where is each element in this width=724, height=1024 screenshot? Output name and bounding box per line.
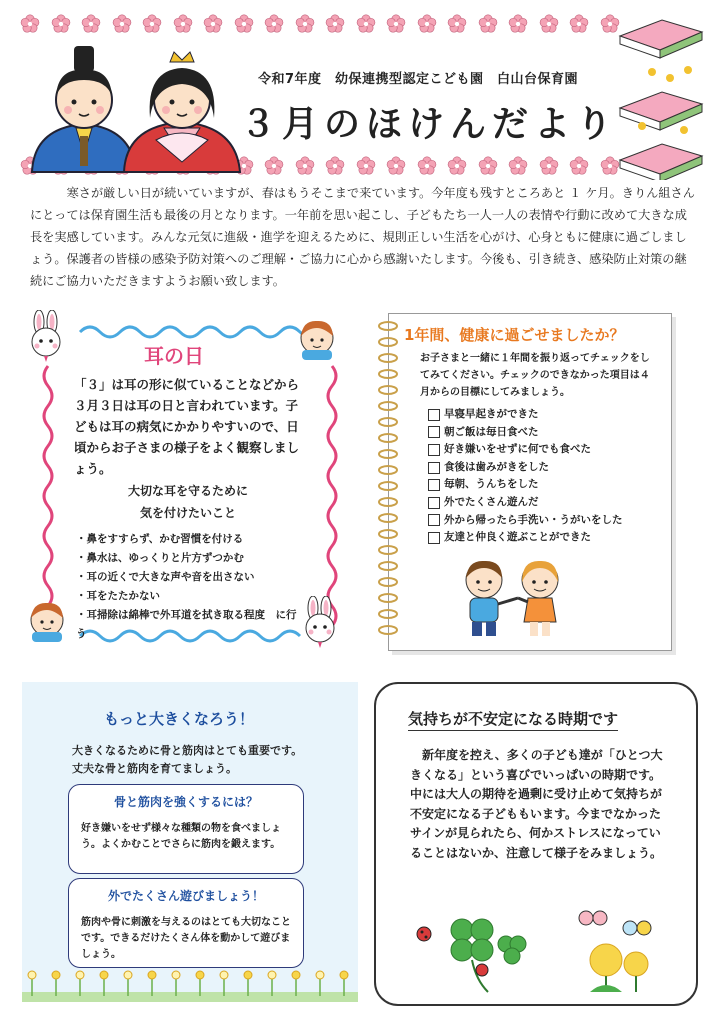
list-item: ・ 耳をたたかない (76, 587, 306, 606)
feelings-title: 気持ちが不安定になる時期です (408, 708, 618, 731)
checkbox[interactable] (428, 462, 440, 474)
checklist-item[interactable] (428, 424, 623, 442)
flower-icon (196, 971, 204, 979)
sakura-icon (539, 14, 559, 34)
sakura-icon (51, 14, 71, 34)
flower-icon (28, 971, 36, 979)
flower-icon (124, 971, 132, 979)
flower-icon (220, 971, 228, 979)
child-ear-illustration (294, 316, 340, 362)
tip-card (68, 878, 304, 968)
sakura-icon (386, 156, 406, 176)
sakura-border-top (20, 14, 620, 34)
sakura-icon (508, 156, 528, 176)
checklist-item[interactable] (428, 476, 623, 494)
list-item: ・ 鼻水は、ゆっくりと片方ずつかむ (76, 549, 306, 568)
checkbox[interactable] (428, 444, 440, 456)
rabbit-illustration (22, 310, 72, 362)
list-item: ・ 耳の近くで大きな声や音を出さない (76, 568, 306, 587)
tip-card-title: 外でたくさん遊びましょう！ (107, 889, 264, 903)
tip-card (68, 784, 304, 874)
spiral-ring (379, 546, 397, 554)
checklist-item-label: 朝ご飯は毎日食べた (444, 425, 539, 438)
sakura-icon (386, 14, 406, 34)
sakura-icon (478, 14, 498, 34)
sakura-icon (447, 156, 467, 176)
checkbox[interactable] (428, 497, 440, 509)
feelings-body: 新年度を控え、多くの子ども達が「ひとつ大きくなる」という喜びでいっぱいの時期です。中には大人の期待を過剰に受け止めて気持ちが不安定になる子どももいます。今までなかったサインが見られたら、何かストレスになっていることはないか、注意して様子をみましょう。 (410, 748, 663, 860)
hishimochi-illustration (612, 14, 712, 180)
ear-day-title: 耳の日 (144, 344, 204, 368)
ear-day-subtitle-line: 気を付けたいこと (139, 506, 236, 520)
flower-icon (244, 971, 252, 979)
children-holding-hands-illustration (428, 556, 598, 640)
checklist-item[interactable] (428, 529, 623, 547)
sakura-icon (356, 14, 376, 34)
checklist-item-label: 友達と仲良く遊ぶことができた (444, 531, 591, 544)
child-ear-illustration-2 (24, 598, 70, 644)
sakura-icon (569, 14, 589, 34)
spiral-ring (379, 338, 397, 346)
flower-icon (76, 971, 84, 979)
page-title: ３月のほけんだより (240, 104, 619, 145)
spiral-ring (379, 562, 397, 570)
checkbox[interactable] (428, 426, 440, 438)
sakura-icon (203, 14, 223, 34)
sakura-icon (295, 14, 315, 34)
checkbox[interactable] (428, 479, 440, 491)
sakura-icon (173, 14, 193, 34)
grow-title: もっと大きくなろう！ (104, 710, 255, 728)
sakura-icon (81, 14, 101, 34)
health-checklist (428, 406, 623, 547)
sakura-icon (112, 14, 132, 34)
sakura-icon (264, 156, 284, 176)
flower-icon (340, 971, 348, 979)
spiral-ring (379, 466, 397, 474)
spiral-ring (379, 450, 397, 458)
flower-icon (292, 971, 300, 979)
checklist-description: お子さまと一緒に１年間を振り返ってチェックをしてみてください。チェックのできなかった項目は４月からの目標にしてみましょう。 (420, 353, 650, 398)
checkbox[interactable] (428, 532, 440, 544)
checkbox[interactable] (428, 514, 440, 526)
checkbox[interactable] (428, 409, 440, 421)
sakura-icon (478, 156, 498, 176)
spiral-ring (379, 610, 397, 618)
tip-card-title: 骨と筋肉を強くするには？ (113, 795, 258, 809)
spiral-ring (379, 370, 397, 378)
ear-day-body: 「３」は耳の形に似ていることなどから３月３日は耳の日と言われています。子どもは耳の病気にかかりやすいので、日頃からお子さまの様子をよく観察しましょう。 (74, 377, 300, 476)
checklist-item[interactable] (428, 459, 623, 477)
intro-paragraph: 寒さが厳しい日が続いていますが、春はもうそこまで来ています。今年度も残すところあと １ ケ月。きりん組さんにとっては保育園生活も最後の月となります。一年前を思い起こし、子どもたち一人一人の表情や行動に改めて大きな成長を実感しています。みんな元気に進級・進学を迎えるために、規則正しい生活を心がけ、心身ともに健康に過ごしましょう。保護者の皆様の感染予防対策へのご理解・ご協力に心から感謝いたします。今後も、引き続き、感染防止対策の継続にご協力いただきますようお願い致します。 (30, 186, 695, 288)
spiral-ring (379, 626, 397, 634)
ear-day-subtitle-line: 大切な耳を守るために (127, 484, 248, 498)
sakura-icon (295, 156, 315, 176)
checklist-item-label: 早寝早起きができた (444, 408, 539, 420)
sakura-icon (417, 156, 437, 176)
flower-icon (100, 971, 108, 979)
sakura-icon (569, 156, 589, 176)
spiral-ring (379, 594, 397, 602)
spiral-ring (379, 386, 397, 394)
sakura-icon (325, 14, 345, 34)
checklist-item[interactable] (428, 406, 623, 424)
tip-card-body: 筋肉や骨に刺激を与えるのはとても大切なことです。できるだけたくさん体を動かして遊びましょう。 (81, 917, 291, 960)
list-item: ・ 耳掃除は綿棒で外耳道を拭き取る程度 に行う (76, 606, 306, 644)
checklist-item-label: 好き嫌いをせずに何でも食べた (444, 443, 591, 456)
spiral-ring (379, 354, 397, 362)
spiral-ring (379, 578, 397, 586)
checklist-item-label: 外でたくさん遊んだ (444, 495, 539, 508)
checklist-item[interactable] (428, 441, 623, 459)
ear-care-list (76, 530, 306, 644)
sakura-icon (447, 14, 467, 34)
checklist-item[interactable] (428, 512, 623, 530)
checklist-item-label: 外から帰ったら手洗い・うがいをした (444, 513, 623, 526)
sakura-icon (264, 14, 284, 34)
flower-icon (148, 971, 156, 979)
checklist-title: 1年間、健康に過ごせましたか？ (404, 326, 625, 344)
spiral-ring (379, 498, 397, 506)
sakura-icon (325, 156, 345, 176)
spiral-ring (379, 482, 397, 490)
list-item: ・ 鼻をすすらず、かむ習慣を付ける (76, 530, 306, 549)
checklist-item-label: 食後は歯みがきをした (444, 460, 549, 473)
grass-flowers-decoration (22, 966, 358, 1002)
spiral-ring (379, 418, 397, 426)
tip-card-body: 好き嫌いをせず様々な種類の物を食べましょう。よくかむことでさらに筋肉を鍛えます。 (81, 823, 281, 850)
sakura-icon (234, 14, 254, 34)
grow-body: 大きくなるために骨と筋肉はとても重要です。丈夫な骨と筋肉を育てましょう。 (72, 744, 303, 775)
spiral-ring (379, 530, 397, 538)
flower-icon (268, 971, 276, 979)
sakura-icon (142, 14, 162, 34)
checklist-item[interactable] (428, 494, 623, 512)
checklist-item-label: 毎朝、うんちをした (444, 478, 539, 491)
hina-dolls-illustration (14, 36, 244, 174)
spiral-ring (379, 434, 397, 442)
sakura-icon (417, 14, 437, 34)
organization-name: 令和7年度 幼保連携型認定こども園 白山台保育園 (258, 72, 579, 87)
spiral-ring (379, 514, 397, 522)
sakura-icon (539, 156, 559, 176)
sakura-icon (508, 14, 528, 34)
clover-dandelion-illustration (410, 900, 670, 996)
flower-icon (172, 971, 180, 979)
sakura-icon (20, 14, 40, 34)
sakura-icon (356, 156, 376, 176)
spiral-ring (379, 402, 397, 410)
notebook-spiral (376, 318, 400, 648)
ear-day-subtitle (108, 480, 268, 524)
spiral-ring (379, 322, 397, 330)
flower-icon (52, 971, 60, 979)
flower-icon (316, 971, 324, 979)
